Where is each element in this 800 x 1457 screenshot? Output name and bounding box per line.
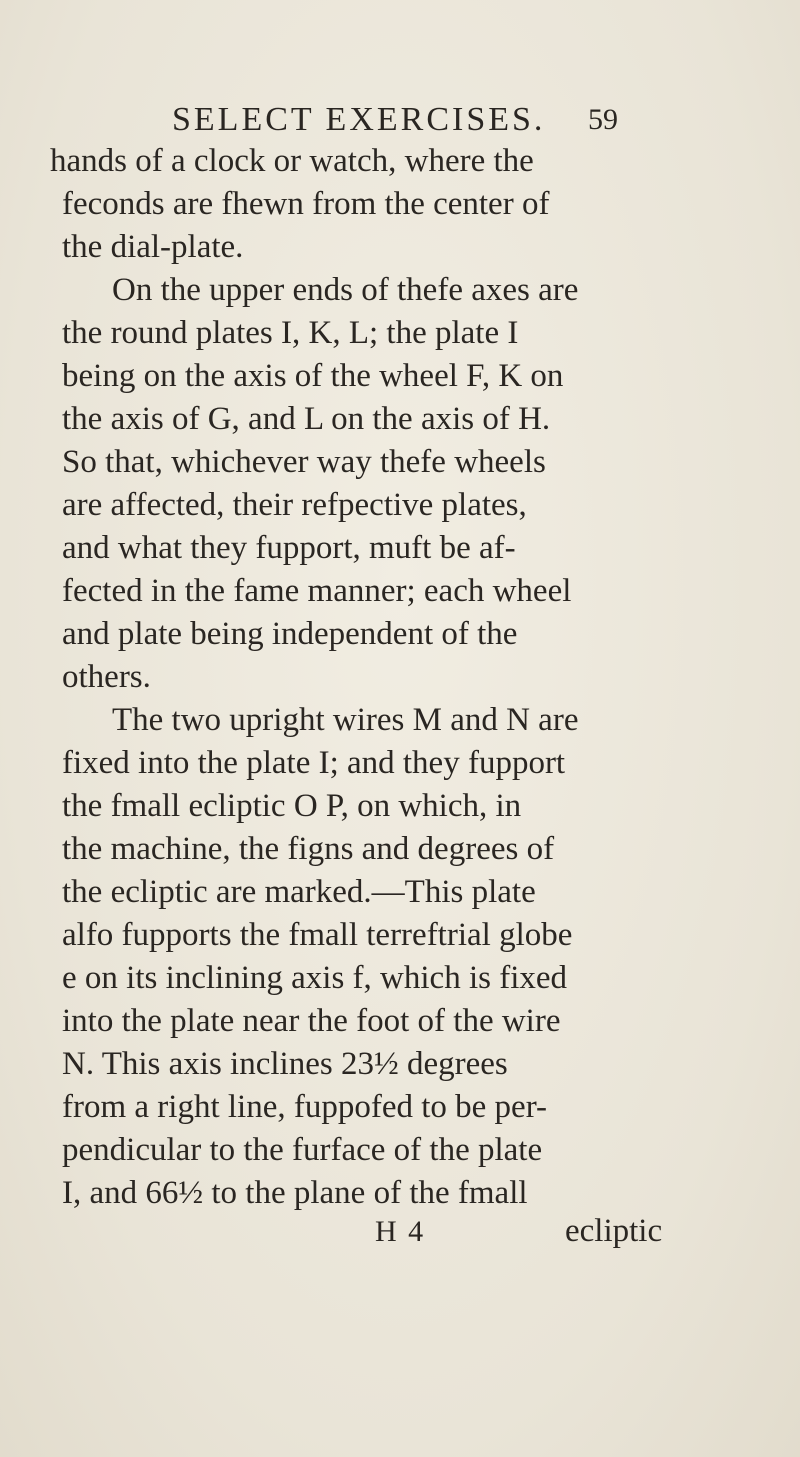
- text-line: hands of a clock or watch, where the: [50, 143, 534, 179]
- text-line: the dial-plate.: [62, 229, 244, 265]
- text-line: e on its inclining axis f, which is fixed: [62, 960, 568, 996]
- text-line: the fmall ecliptic O P, on which, in: [62, 788, 522, 824]
- text-line: feconds are fhewn from the center of: [62, 186, 550, 222]
- running-head: SELECT EXERCISES.: [172, 101, 546, 138]
- text-line: So that, whichever way thefe wheels: [62, 444, 546, 480]
- page-header: [150, 100, 650, 140]
- text-line: fixed into the plate I; and they fupport: [62, 745, 566, 781]
- text-line: The two upright wires M and N are: [112, 702, 579, 738]
- text-line: the round plates I, K, L; the plate I: [62, 315, 519, 351]
- text-line: into the plate near the foot of the wire: [62, 1003, 561, 1039]
- text-line: and plate being independent of the: [62, 616, 518, 652]
- text-line: are affected, their refpective plates,: [62, 487, 527, 523]
- text-line: I, and 66½ to the plane of the fmall: [62, 1175, 528, 1211]
- text-line: being on the axis of the wheel F, K on: [62, 358, 564, 394]
- signature-mark: H 4: [375, 1215, 426, 1248]
- text-line: pendicular to the furface of the plate: [62, 1132, 543, 1168]
- text-line: others.: [62, 659, 151, 695]
- text-line: fected in the fame manner; each wheel: [62, 573, 572, 609]
- text-line: the ecliptic are marked.—This plate: [62, 874, 536, 910]
- text-line: and what they fupport, muft be af-: [62, 530, 516, 566]
- text-line: N. This axis inclines 23½ degrees: [62, 1046, 508, 1082]
- text-line: alfo fupports the fmall terreftrial globe: [62, 917, 573, 953]
- text-line: from a right line, fuppofed to be per-: [62, 1089, 548, 1125]
- text-line: On the upper ends of thefe axes are: [112, 272, 579, 308]
- catchword: ecliptic: [565, 1213, 663, 1249]
- page-number: 59: [588, 103, 618, 136]
- text-line: the machine, the figns and degrees of: [62, 831, 555, 867]
- text-line: the axis of G, and L on the axis of H.: [62, 401, 551, 437]
